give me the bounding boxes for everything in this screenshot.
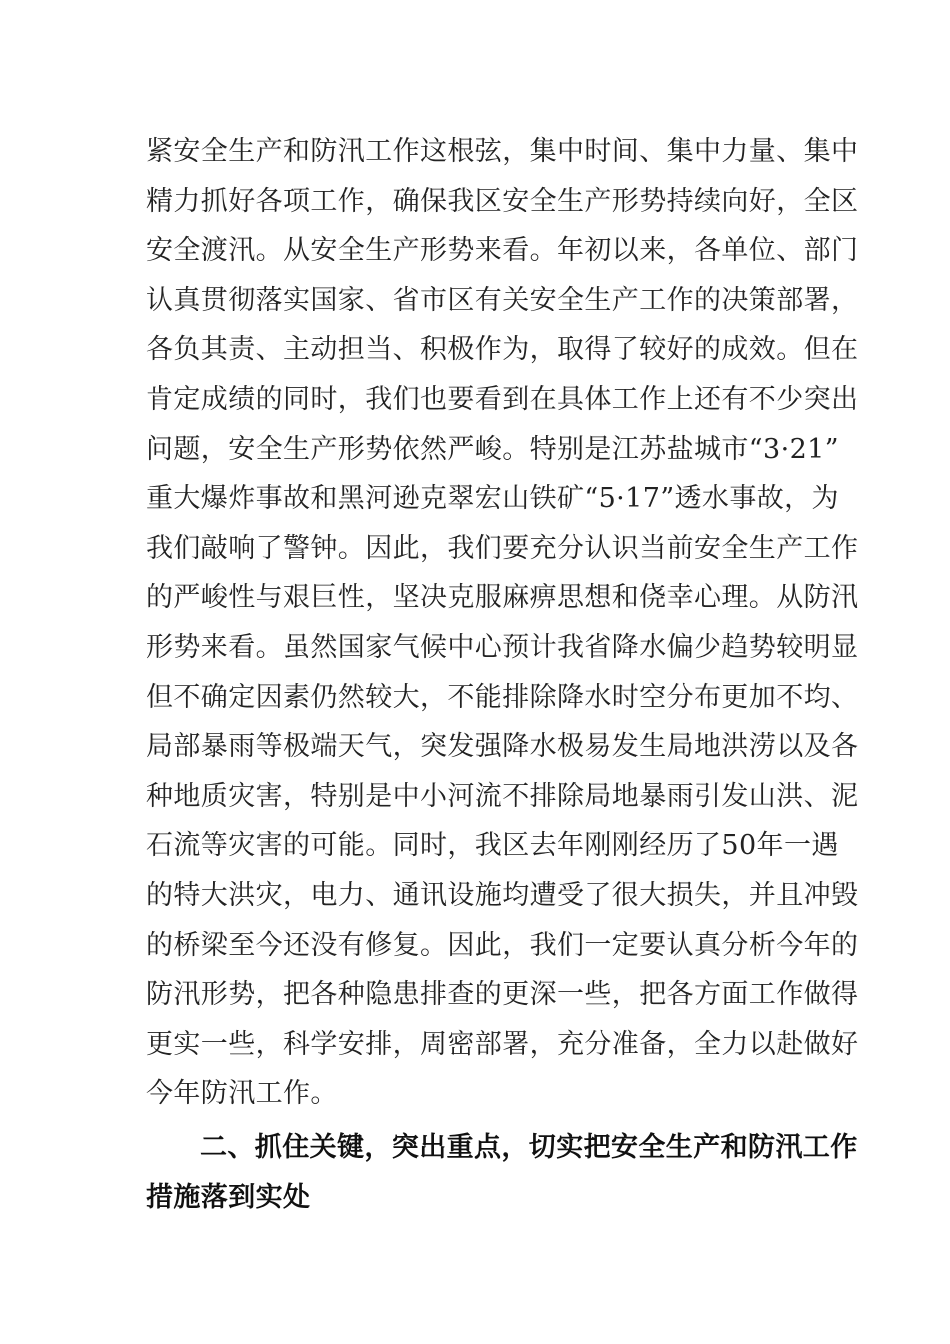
paragraph-line: 我们敲响了警钟。因此，我们要充分认识当前安全生产工作 bbox=[146, 532, 859, 564]
paragraph-line: 石流等灾害的可能。同时，我区去年刚刚经历了50年一遇 bbox=[146, 830, 839, 862]
paragraph-line: 认真贯彻落实国家、省市区有关安全生产工作的决策部署， bbox=[146, 284, 859, 316]
paragraph-line: 防汛形势，把各种隐患排查的更深一些，把各方面工作做得 bbox=[146, 979, 859, 1011]
paragraph-line: 更实一些，科学安排，周密部署，充分准备，全力以赴做好 bbox=[146, 1028, 859, 1060]
paragraph-line: 的特大洪灾，电力、通讯设施均遭受了很大损失，并且冲毁 bbox=[146, 879, 859, 911]
paragraph-line: 但不确定因素仍然较大，不能排除降水时空分布更加不均、 bbox=[146, 681, 859, 713]
paragraph-line: 形势来看。虽然国家气候中心预计我省降水偏少趋势较明显 bbox=[146, 631, 859, 663]
paragraph-line: 肯定成绩的同时，我们也要看到在具体工作上还有不少突出 bbox=[146, 383, 859, 415]
paragraph-line: 精力抓好各项工作，确保我区安全生产形势持续向好，全区 bbox=[146, 185, 859, 217]
paragraph-line-last: 今年防汛工作。 bbox=[146, 1078, 338, 1110]
section-heading-line: 措施落到实处 bbox=[146, 1182, 311, 1213]
paragraph-line: 局部暴雨等极端天气，突发强降水极易发生局地洪涝以及各 bbox=[146, 731, 859, 763]
paragraph-line: 重大爆炸事故和黑河逊克翠宏山铁矿“5·17”透水事故，为 bbox=[146, 483, 839, 515]
paragraph-line: 各负其责、主动担当、积极作为，取得了较好的成效。但在 bbox=[146, 334, 859, 366]
paragraph-line: 的严峻性与艰巨性，坚决克服麻痹思想和侥幸心理。从防汛 bbox=[146, 582, 859, 614]
paragraph-line: 的桥梁至今还没有修复。因此，我们一定要认真分析今年的 bbox=[146, 929, 859, 961]
section-heading bbox=[146, 1123, 858, 1223]
paragraph-line: 种地质灾害，特别是中小河流不排除局地暴雨引发山洪、泥 bbox=[146, 780, 859, 812]
paragraph-line: 紧安全生产和防汛工作这根弦，集中时间、集中力量、集中 bbox=[146, 136, 859, 167]
paragraph-line: 问题，安全生产形势依然严峻。特别是江苏盐城市“3·21” bbox=[146, 433, 839, 465]
section-heading-line: 二、抓住关键，突出重点，切实把安全生产和防汛工作 bbox=[200, 1132, 858, 1163]
body-paragraph bbox=[146, 127, 859, 1119]
paragraph-line: 安全渡汛。从安全生产形势来看。年初以来，各单位、部门 bbox=[146, 235, 859, 267]
